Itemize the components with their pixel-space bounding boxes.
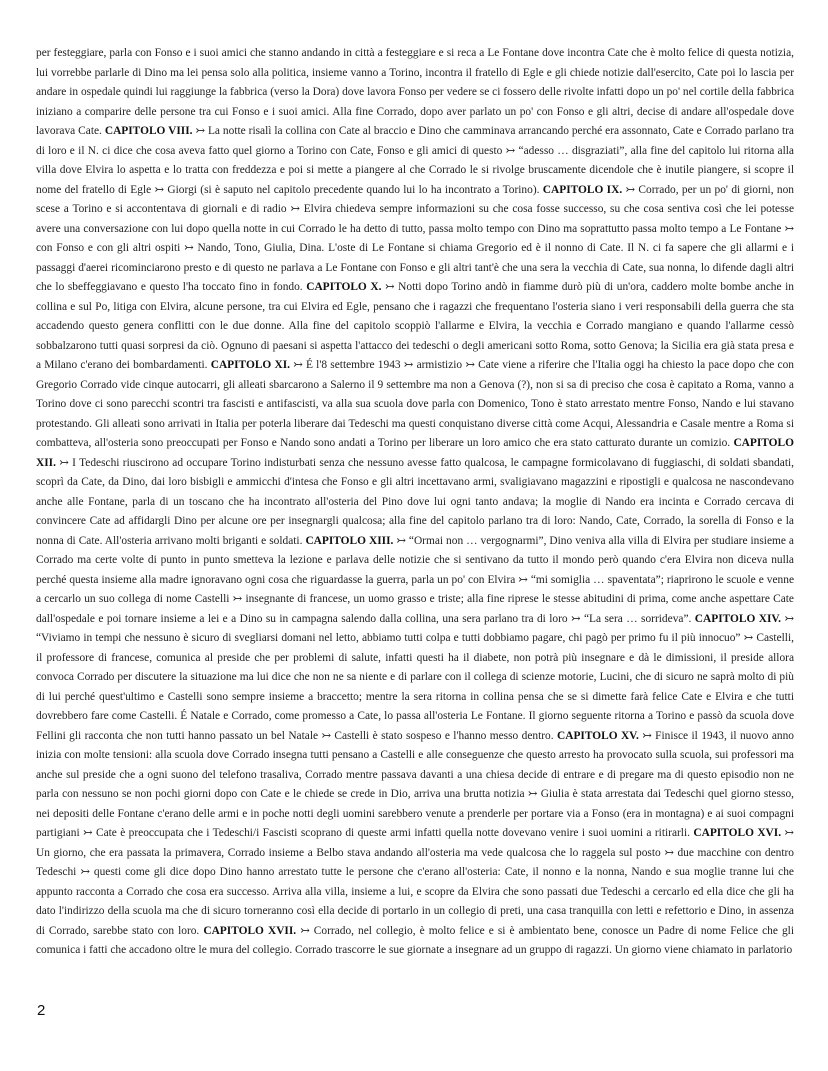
text-run: ↣ Corrado, per un po' di giorni, non scese a Torino e si accontentava di giornali e di radio ↣ Elvira chiedeva sempre informazioni su che cosa fosse successo, su che cosa sentiva così che lei potesse avere una conversazione con lui dopo quella notte in cui Corrado le ha detto di tutto, passa molto tempo con Dino ma soprattutto passa molto tempo a Le Fontane ↣ con Fonso e con gli altri ospiti ↣ Nando, Tono, Giulia, Dina. L'oste di Le Fontane si chiama Gregorio ed è il nonno di Cate. Il N. ci fa sapere che gli allarmi e i passaggi d'aerei ricominciarono presto e di questo ne parlava a Le Fontane con Fonso e gli altri tant'è che una sera la vecchia di Cate, sua nonna, lo difende dagli altri che lo sbeffeggiavano e questo l'ha toccato fino in fondo.	[36, 183, 794, 293]
chapter-heading: CAPITOLO XV.	[557, 729, 639, 742]
chapter-heading: CAPITOLO XVI.	[693, 827, 782, 839]
text-run: ↣ La notte risalì la collina con Cate al braccio e Dino che camminava arrancando perché era assonnato, Cate e Corrado parlano tra di loro e il N. ci dice che cosa aveva fatto quel giorno a Torino con Cate, Fonso e gli amici di questo ↣ “adesso … disgraziati”, alla fine del capitolo lui ritorna alla villa dove Elvira lo aspetta e lo tratta con freddezza e poi si mette a piangere al che Corrado le si rivolge bruscamente dicendole che è inutile piangere, si scopre il nome del fratello di Egle ↣ Giorgi (si è saputo nel capitolo precedente quando lui lo ha incontrato a Torino).	[36, 125, 794, 196]
page-number: 2	[37, 1002, 46, 1019]
chapter-heading: CAPITOLO XII.	[36, 437, 794, 469]
chapter-heading: CAPITOLO XI.	[210, 359, 290, 371]
chapter-heading: CAPITOLO XIV.	[694, 612, 782, 625]
text-run: ↣ “Viviamo in tempi che nessuno è sicuro di svegliarsi domani nel letto, abbiamo tutti colpa e tutti dobbiamo pagare, chi pagò per primo fu il più innocuo” ↣ Castelli, il professore di francese, comunica al preside che per problemi di salute, infatti questi ha il diabete, non potrà più insegnare e dà le dimissioni, il preside allora convoca Corrado per discutere la situazione ma lui dice che non ne sa niente e di parlare con il collega di scienze motorie, Lucini, che di sicuro ne saprà molto di più di lui perché quest'ultimo e Castelli sono sempre insieme a braccetto; mentre la sera ritorna in collina pensa che se si dimette farà felice Cate e Elvira e che tutti dovrebbero fare come Castelli. É Natale e Corrado, come promesso a Cate, lo passa all'osteria Le Fontane. Il giorno seguente ritorna a Torino e passò da scuola dove Fellini gli racconta che non tutti hanno passato un bel Natale ↣ Castelli è stato sospeso e l'hanno messo dentro.	[36, 612, 794, 742]
chapter-heading: CAPITOLO XIII.	[305, 534, 394, 547]
text-run: ↣ Corrado, nel collegio, è molto felice e si è ambientato bene, conosce un Padre di nome Felice che gli comunica i fatti che accadono oltre le mura del collegio. Corrado trascorre le sue giornate a insegnare ad un gruppo di ragazzi. Un giorno viene chiamato in parlatorio	[36, 924, 794, 956]
text-run: ↣ “Ormai non … vergognarmi”, Dino veniva alla villa di Elvira per studiare insieme a Corrado ma certe volte di punto in punto smetteva la lezione e parlava delle notizie che si sentivano da tutto il mondo però quando c'era Elvira non diceva nulla perché questa insieme alla madre ignoravano ogni cosa che riguardasse la guerra, parla un po' con Elvira ↣ “mi somiglia … spaventata”; riaprirono le scuole e venne a cercarlo un suo collega di nome Castelli ↣ insegnante di francese, un uomo grasso e triste; alla fine riprese le stesse abitudini di prima, come anche aspettare Cate dall'ospedale e poi tornare insieme a lei e a Dino su in campagna salendo dalla collina, una sera parlano tra di loro ↣ “La sera … sorrideva”.	[36, 534, 794, 625]
text-run: ↣ É l'8 settembre 1943 ↣ armistizio ↣ Cate viene a riferire che l'Italia oggi ha chiesto la pace dopo che con Gregorio Corrado vide cinque autocarri, gli alleati sbarcarono a Salerno il 9 settembre ma non a Genova (?), non si sa di preciso che cosa è capitato a Roma, vanno a Torino dove ci sono parecchi scontri tra fascisti e antifascisti, va alla sua scuola dove parla con Domenico, Tono è stato arrestato mentre Fonso, Nando e lui stavano protestando. Gli alleati sono arrivati in Italia per poterla liberare dai Tedeschi ma questi conquistano diverse città come Acqui, Alessandria e Casale mentre a Roma si combatteva, all'osteria sono preoccupati per Fonso e Nando sono andati a Torino per liberare un loro amico che era stato catturato durante un comizio.	[36, 359, 794, 449]
body-paragraph	[36, 44, 794, 961]
text-run: ↣ Un giorno, che era passata la primavera, Corrado insieme a Belbo stava andando all'osteria ma vede qualcosa che lo raggela sul posto ↣ due macchine con dentro Tedeschi ↣ questi come gli dice dopo Dino hanno arrestato tutte le persone che c'erano all'osteria: Cate, il nonno e la nonna, Nando e sua moglie tranne lui che appunto racconta a Corrado che cosa era successo. Arriva alla villa, insieme a lui, e scopre da Elvira che sono passati due Tedeschi a cercarlo ed ella dice che gli ha dato l'indirizzo della scuola ma che di sicuro torneranno così ella decide di portarlo in un collegio di preti, una casa tranquilla con letti e refettorio e Dino, in assenza di Corrado, sarebbe stato con loro.	[36, 827, 794, 937]
text-run: ↣ Finisce il 1943, il nuovo anno inizia con molte tensioni: alla scuola dove Corrado insegna tutti pensano a Castelli e alle conseguenze che questo arresto ha provocato sulla scuola, sui professori ma anche sul preside che a ogni suono del telefono trasaliva, Corrado mentre passava davanti a una chiesa decide di entrare e di pregare ma di questo episodio non ne parla con nessuno se non pochi giorni dopo con Cate e le chiede se crede in Dio, arriva una brutta notizia ↣ Giulia è stata arrestata dai Tedeschi quel giorno stesso, nei depositi delle Fontane c'erano delle armi e in poche notti degli uomini sarebbero venute a prenderle per portare via a Fonso (era in montagna) e ai suoi compagni partigiani ↣ Cate è preoccupata che i Tedeschi/i Fascisti scoprano di queste armi infatti quella notte dovevano venire i suoi uomini a ritirarli.	[36, 729, 794, 839]
chapter-heading: CAPITOLO XVII.	[203, 924, 297, 937]
chapter-heading: CAPITOLO VIII.	[104, 125, 193, 137]
text-run: ↣ I Tedeschi riuscirono ad occupare Torino indisturbati senza che nessuno avesse fatto qualcosa, le campagne formicolavano di fuggiaschi, di soldati sbandati, scoprì da Cate, da Dino, dai loro bisbigli e ammicchi d'intesa che Fonso e gli altri incettavano armi, svaligiavano magazzini e ripostigli e qualcosa ne nascondevano anche alle Fontane, parla di un toscano che ha incontrato all'osteria del Pino dove lui ogni tanto andava; la moglie di Nando era incinta e Corrado cercava di convincere Cate ad affidargli Dino per alcune ore per insegnargli qualcosa; alla fine del capitolo parlano tra di loro: Nando, Cate, Corrado, la sorella di Fonso e la nonna di Cate. All'osteria arrivano molti briganti e soldati.	[36, 456, 794, 547]
text-run: per festeggiare, parla con Fonso e i suoi amici che stanno andando in città a festeggiare e si reca a Le Fontane dove incontra Cate che è molto felice di questa notizia, lui vorrebbe parlarle di Dino ma lei pensa solo alla politica, insieme vanno a Torino, incontra il fratello di Egle e gli chiede notizie dall'esercito, Cate poi lo lascia per andare in ospedale quindi lui raggiunge la fabbrica (verso la Dora) dove lavora Fonso per vedere se ci fossero delle rivolte infatti dopo un po' nel cortile della fabbrica iniziano a comparire delle persone tra cui Fonso e i suoi amici. Alla fine Corrado, dopo aver parlato un po' con Fonso e gli altri, decise di andare all'ospedale dove lavorava Cate.	[36, 47, 794, 137]
chapter-heading: CAPITOLO IX.	[542, 183, 623, 196]
chapter-heading: CAPITOLO X.	[306, 281, 382, 293]
text-run: ↣ Notti dopo Torino andò in fiamme durò più di un'ora, caddero molte bombe anche in collina e sul Po, litiga con Elvira, alcune persone, tra cui Elvira ed Egle, pensano che i ragazzi che frequentano l'osteria siano i veri responsabili della guerra che sta accadendo questo genera conflitti con le due donne. Alla fine del capitolo scoppiò l'allarme e Elvira, la vecchia e Corrado mangiano e quando l'allarme cessò sobbalzarono tutti quasi sorpresi da ciò. Ognuno di paesani si aspetta l'attacco dei tedeschi o degli americani sotto Roma, sotto Genova; la Sicilia era già stata presa e a Milano c'erano dei bombardamenti.	[36, 281, 794, 371]
